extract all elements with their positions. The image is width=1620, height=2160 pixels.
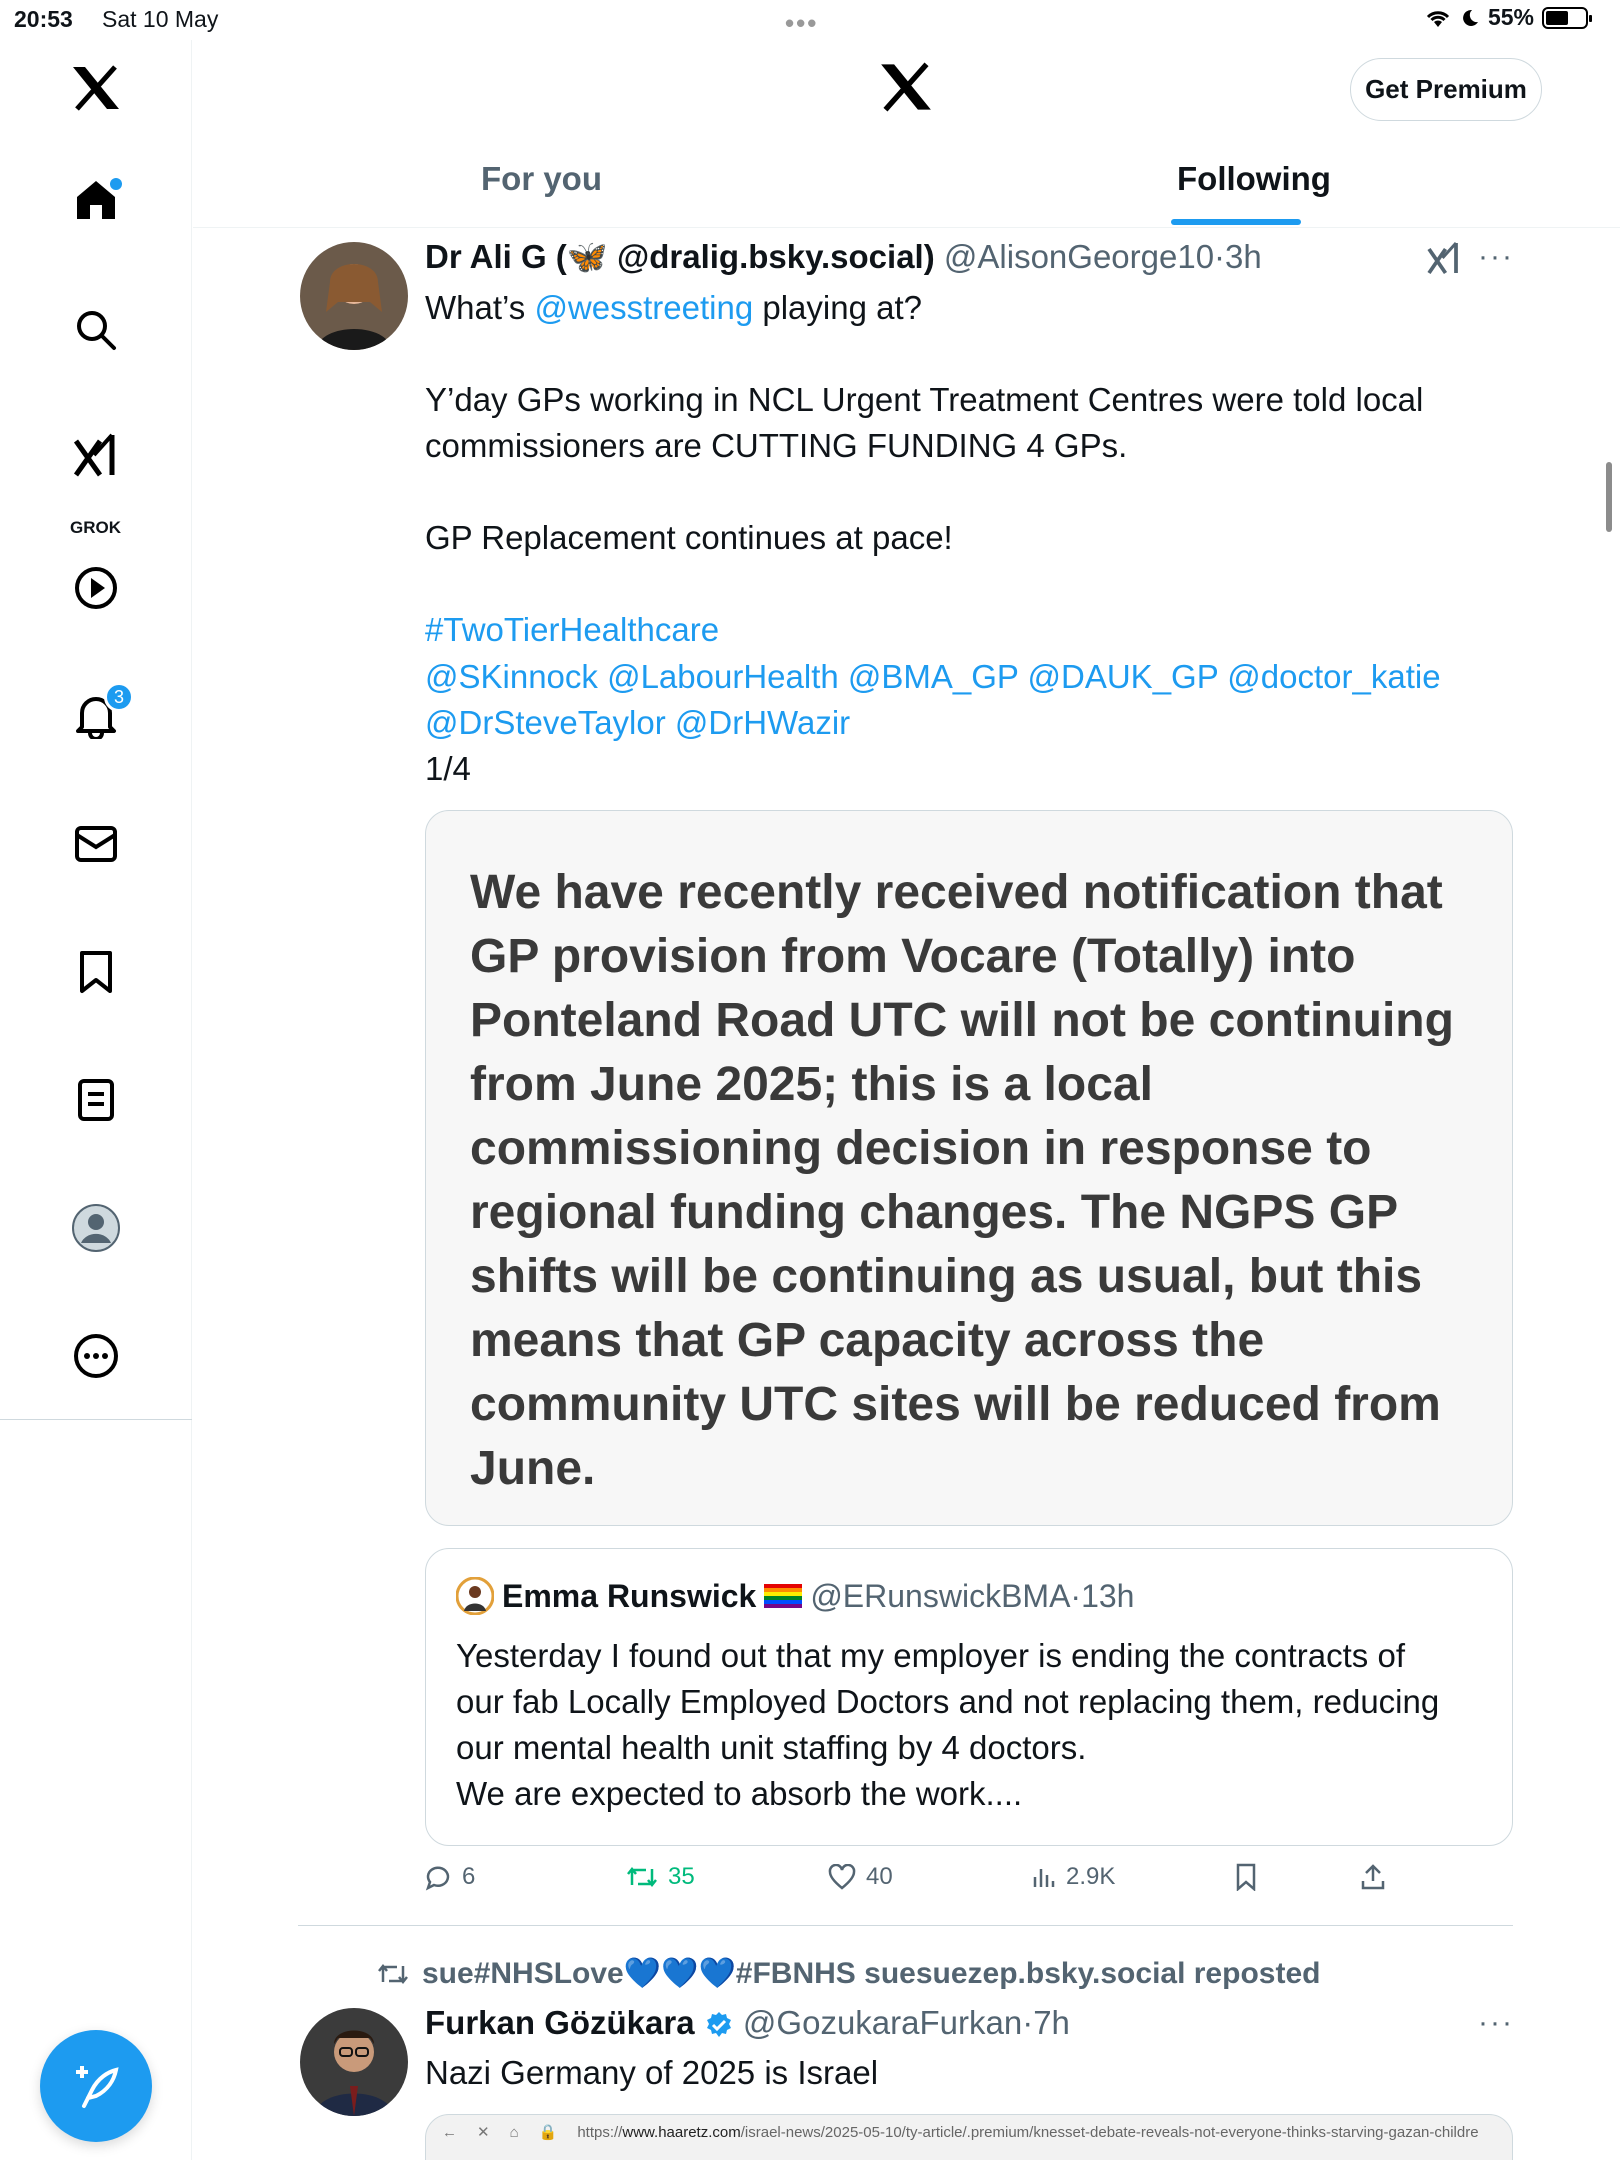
rainbow-flag-icon xyxy=(764,1584,802,1608)
quote-text xyxy=(456,1633,1439,1817)
verified-badge-icon xyxy=(704,2010,734,2040)
browser-bar xyxy=(426,2115,1512,2149)
bookmark-button[interactable] xyxy=(1235,1863,1257,1891)
reply-button[interactable] xyxy=(424,1863,475,1891)
mention-link[interactable]: @wesstreeting xyxy=(534,289,754,326)
status-time: 20:53 xyxy=(14,6,73,32)
mentions-line[interactable]: @SKinnock @LabourHealth @BMA_GP @DAUK_GP @doctor_katie xyxy=(425,658,1441,695)
active-tab-indicator xyxy=(1171,219,1301,225)
tweet-text-line xyxy=(425,285,922,331)
sidebar-item-home[interactable] xyxy=(66,170,126,230)
link-preview-card[interactable] xyxy=(425,2114,1513,2160)
sidebar-item-grok[interactable] xyxy=(66,425,126,485)
share-icon xyxy=(1360,1863,1386,1891)
share-button[interactable] xyxy=(1360,1863,1386,1891)
repost-context[interactable] xyxy=(376,1956,1320,1991)
battery-icon xyxy=(1542,7,1588,29)
like-count: 40 xyxy=(866,1863,893,1890)
thread-counter: 1/4 xyxy=(425,750,471,787)
tweet-time[interactable]: 3h xyxy=(1225,238,1262,275)
home-icon: ⌂ xyxy=(509,2123,519,2141)
close-icon: ✕ xyxy=(477,2124,490,2141)
list-icon xyxy=(77,1078,115,1122)
quote-text-line: our mental health unit staffing by 4 doctors. xyxy=(456,1729,1087,1766)
grok-icon xyxy=(72,431,120,479)
views-icon xyxy=(1032,1865,1056,1889)
heart-icon xyxy=(828,1864,856,1890)
status-bar xyxy=(0,0,1620,40)
separator-dot: · xyxy=(1214,238,1226,275)
tweet-header xyxy=(425,2004,1070,2042)
bookmark-icon xyxy=(1235,1863,1257,1891)
image-text: We have recently received notification that GP provision from Vocare (Totally) into Ponteland Road UTC will not be continuing from June 2025; this is a local commissioning decision in response to regional funding changes. The NGPS GP shifts will be continuing as usual, but this means that GP capacity across the community UTC sites will be reduced from June. xyxy=(470,866,1454,1495)
multitasking-dots-icon[interactable]: ••• xyxy=(785,8,819,38)
mentions-line[interactable]: @DrSteveTaylor @DrHWazir xyxy=(425,704,851,741)
tab-for-you[interactable]: For you xyxy=(481,160,602,197)
bookmark-icon xyxy=(78,950,114,994)
quote-header xyxy=(456,1577,1134,1615)
link-url[interactable] xyxy=(577,2124,1478,2141)
scrollbar[interactable] xyxy=(1606,462,1612,532)
get-premium-button[interactable]: Get Premium xyxy=(1350,58,1542,121)
separator-dot: · xyxy=(1022,2004,1034,2041)
url-path: /israel-news/2025-05-10/ty-article/.premium/knesset-debate-reveals-not-everyone-thinks-starving-gazan-childre xyxy=(740,2123,1479,2141)
avatar[interactable] xyxy=(300,242,408,350)
timeline-header xyxy=(193,40,1620,228)
quote-text-line: We are expected to absorb the work.... xyxy=(456,1775,1023,1812)
home-unread-dot xyxy=(110,178,122,190)
profile-icon xyxy=(71,1203,121,1253)
x-logo-icon[interactable] xyxy=(66,58,126,118)
wifi-icon xyxy=(1424,7,1452,29)
author-name[interactable]: Dr Ali G (🦋 @dralig.bsky.social) xyxy=(425,238,935,275)
hashtag-link[interactable]: #TwoTierHealthcare xyxy=(425,611,720,648)
sidebar-item-messages[interactable] xyxy=(66,814,126,874)
sidebar-divider xyxy=(0,1419,192,1420)
moon-icon xyxy=(1460,8,1480,28)
sidebar-item-more[interactable] xyxy=(66,1326,126,1386)
compose-feather-icon xyxy=(68,2058,124,2114)
battery-percent: 55% xyxy=(1487,4,1534,30)
lock-icon: 🔒 xyxy=(538,2124,558,2141)
tweet-header xyxy=(425,238,1262,277)
reply-icon xyxy=(424,1863,452,1891)
author-handle[interactable]: @GozukaraFurkan xyxy=(742,2004,1023,2041)
author-name[interactable]: Furkan Gözükara xyxy=(425,2004,695,2041)
repost-icon xyxy=(376,1960,410,1988)
sidebar-item-search[interactable] xyxy=(66,300,126,360)
grok-label: GROK xyxy=(70,518,121,537)
quote-time: 13h xyxy=(1081,1577,1135,1614)
quote-text-line: Yesterday I found out that my employer is ending the contracts of xyxy=(456,1637,1405,1674)
status-date: Sat 10 May xyxy=(102,6,219,32)
sidebar-item-lists[interactable] xyxy=(66,1070,126,1130)
reply-count: 6 xyxy=(462,1863,476,1890)
sidebar-item-profile[interactable] xyxy=(66,1198,126,1258)
quote-text-line: our fab Locally Employed Doctors and not replacing them, reducing xyxy=(456,1683,1440,1720)
tweet-text-line: Y’day GPs working in NCL Urgent Treatment Centres were told local xyxy=(425,381,1424,418)
repost-count: 35 xyxy=(668,1863,695,1890)
tweet-more-icon[interactable]: ··· xyxy=(1478,240,1514,273)
quote-author-handle[interactable]: @ERunswickBMA xyxy=(810,1577,1071,1614)
avatar[interactable] xyxy=(300,2008,408,2116)
tweet-time[interactable]: 7h xyxy=(1033,2004,1070,2041)
quote-author-name[interactable]: Emma Runswick xyxy=(502,1577,757,1614)
tweet-text: playing at? xyxy=(753,289,922,326)
sidebar-item-video[interactable] xyxy=(66,558,126,618)
back-arrow-icon: ← xyxy=(442,2123,457,2141)
separator-dot: · xyxy=(1070,1577,1082,1614)
views-button[interactable] xyxy=(1032,1863,1115,1891)
compose-button[interactable] xyxy=(40,2030,152,2142)
search-icon xyxy=(74,308,118,352)
url-domain: www.haaretz.com xyxy=(622,2123,741,2141)
tab-following[interactable]: Following xyxy=(1177,160,1331,197)
repost-icon xyxy=(626,1863,658,1891)
mail-icon xyxy=(74,825,118,863)
repost-button[interactable] xyxy=(626,1863,695,1891)
tweet-text-line: GP Replacement continues at pace! xyxy=(425,519,953,556)
sidebar-item-bookmarks[interactable] xyxy=(66,942,126,1002)
like-button[interactable] xyxy=(828,1863,893,1891)
sidebar-item-notifications[interactable] xyxy=(66,686,126,746)
sidebar xyxy=(0,40,192,2160)
tweet-text-line: commissioners are CUTTING FUNDING 4 GPs. xyxy=(425,427,1128,464)
author-handle[interactable]: @AlisonGeorge10 xyxy=(943,238,1215,275)
tweet-more-icon[interactable]: ··· xyxy=(1478,2006,1514,2039)
views-count: 2.9K xyxy=(1066,1863,1116,1890)
tweet-image[interactable] xyxy=(425,810,1513,1526)
url-prefix: https:// xyxy=(577,2123,623,2141)
tweet-separator xyxy=(298,1925,1513,1926)
x-logo-icon[interactable] xyxy=(879,62,933,117)
play-icon xyxy=(74,566,118,610)
quote-tweet[interactable] xyxy=(425,1548,1513,1846)
more-icon xyxy=(73,1333,119,1379)
grok-explain-icon[interactable] xyxy=(1426,240,1462,281)
tweet-text: What’s xyxy=(425,289,535,326)
notifications-badge: 3 xyxy=(104,682,134,712)
avatar[interactable] xyxy=(456,1577,494,1615)
repost-context-text: sue#NHSLove💙💙💙#FBNHS suesuezep.bsky.social reposted xyxy=(422,1957,1321,1990)
tweet-text: Nazi Germany of 2025 is Israel xyxy=(425,2054,879,2091)
